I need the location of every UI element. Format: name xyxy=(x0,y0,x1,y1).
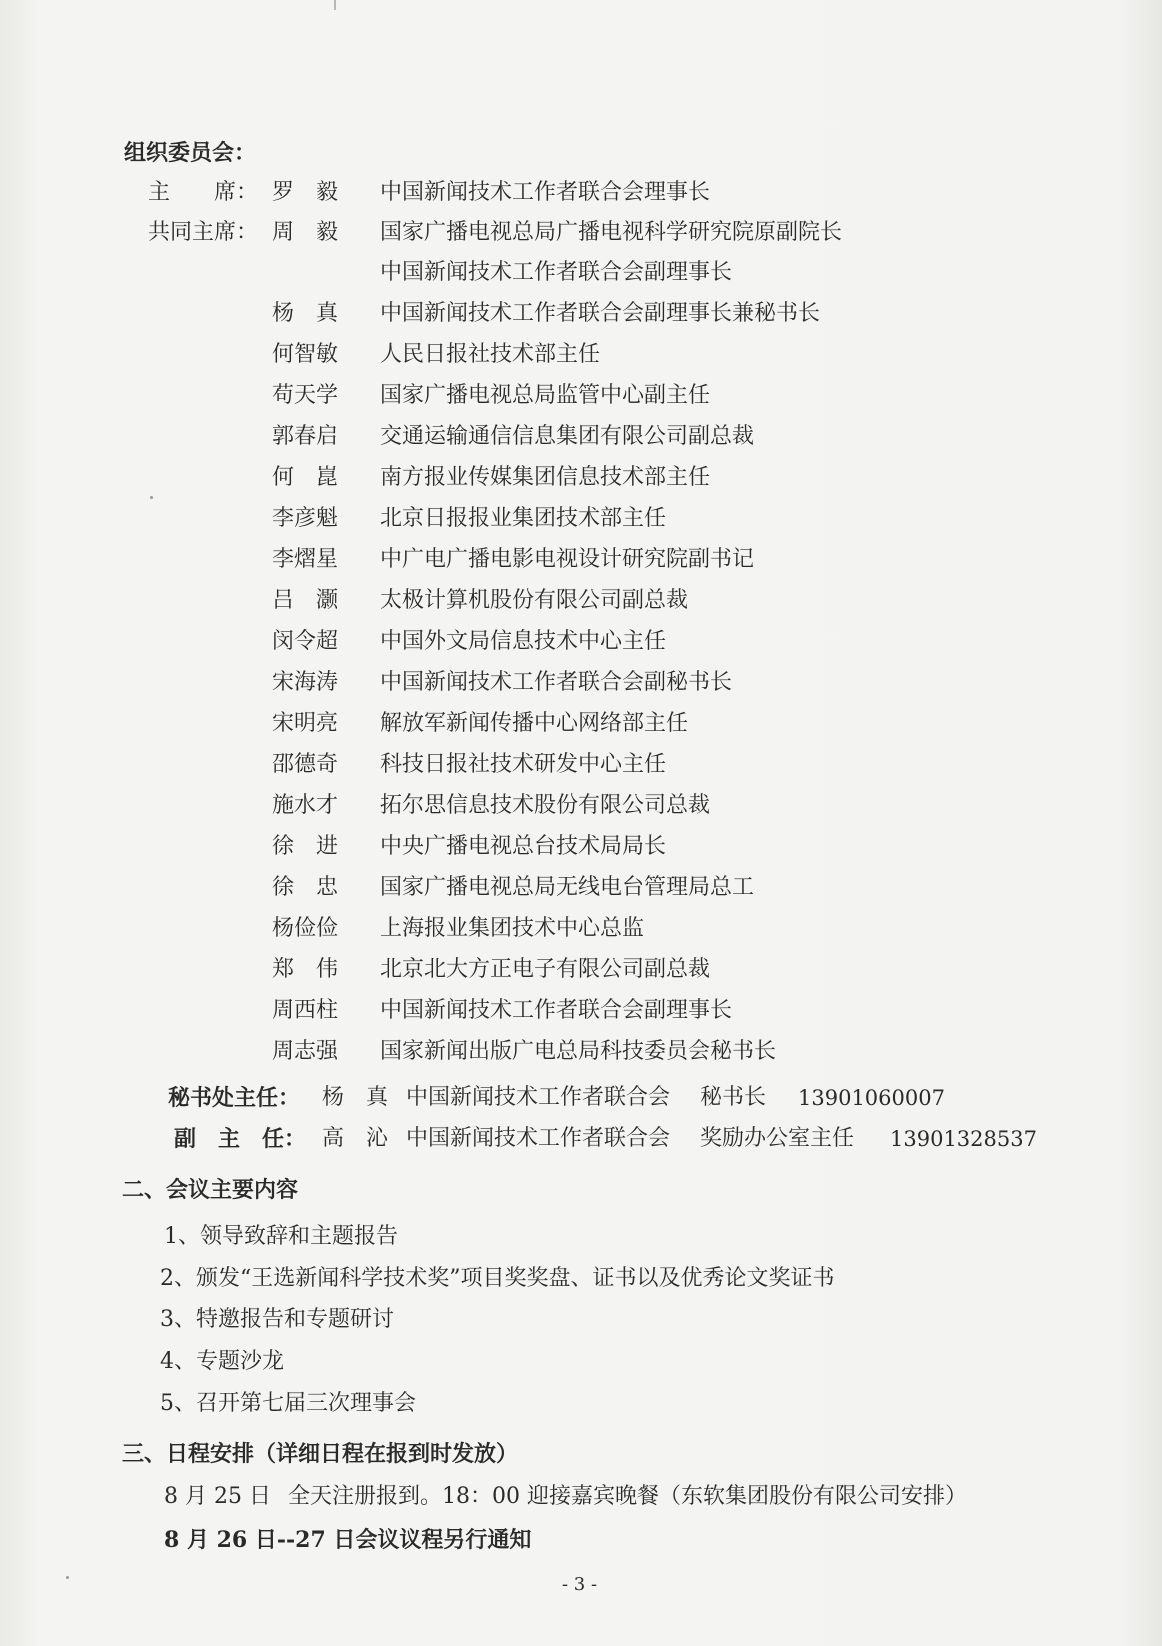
member-title: 科技日报社技术研发中心主任 xyxy=(380,752,667,777)
member-name: 何智敏 xyxy=(272,342,339,367)
scan-speck xyxy=(66,1576,69,1579)
member-name: 吕 灏 xyxy=(272,588,339,613)
member-title: 解放军新闻传播中心网络部主任 xyxy=(380,711,689,736)
section2-item: 2、颁发“王选新闻科学技术奖”项目奖奖盘、证书以及优秀论文奖证书 xyxy=(160,1266,835,1291)
section2-item: 3、特邀报告和专题研讨 xyxy=(160,1307,394,1332)
member-name: 苟天学 xyxy=(272,383,339,408)
member-title: 北京北大方正电子有限公司副总裁 xyxy=(380,957,711,982)
secretariat-deputy-position: 奖励办公室主任 xyxy=(700,1126,855,1151)
member-title: 国家新闻出版广电总局科技委员会秘书长 xyxy=(380,1039,777,1064)
chair-label: 主 席： xyxy=(148,180,259,205)
member-name: 杨 真 xyxy=(272,301,339,326)
chair-name: 罗 毅 xyxy=(272,180,339,205)
secretariat-director-position: 秘书长 xyxy=(700,1085,767,1110)
secretariat-deputy-phone: 13901328537 xyxy=(890,1127,1037,1151)
member-title: 国家广播电视总局无线电台管理局总工 xyxy=(380,875,755,900)
member-title: 国家广播电视总局监管中心副主任 xyxy=(380,383,711,408)
section2-heading: 二、会议主要内容 xyxy=(122,1177,299,1203)
member-title: 人民日报社技术部主任 xyxy=(380,342,601,367)
co-chair-title-line1: 国家广播电视总局广播电视科学研究院原副院长 xyxy=(380,220,843,245)
secretariat-director-org: 中国新闻技术工作者联合会 xyxy=(406,1085,671,1110)
section2-item: 5、召开第七届三次理事会 xyxy=(160,1391,416,1416)
section2-item: 1、领导致辞和主题报告 xyxy=(164,1224,398,1249)
member-name: 徐 进 xyxy=(272,834,339,859)
member-name: 宋海涛 xyxy=(272,670,339,695)
member-title: 中国新闻技术工作者联合会副秘书长 xyxy=(380,670,733,695)
secretariat-deputy-name: 高 沁 xyxy=(322,1126,389,1151)
member-title: 南方报业传媒集团信息技术部主任 xyxy=(380,465,711,490)
secretariat-director-name: 杨 真 xyxy=(322,1085,389,1110)
schedule-text: 全天注册报到。18：00 迎接嘉宾晚餐（东软集团股份有限公司安排） xyxy=(288,1484,967,1509)
member-name: 郑 伟 xyxy=(272,957,339,982)
co-chair-name: 周 毅 xyxy=(272,220,339,245)
member-title: 中国新闻技术工作者联合会副理事长 xyxy=(380,998,733,1023)
member-name: 徐 忠 xyxy=(272,875,339,900)
member-title: 中广电广播电影电视设计研究院副书记 xyxy=(380,547,755,572)
co-chair-title-line2: 中国新闻技术工作者联合会副理事长 xyxy=(380,260,733,285)
member-title: 拓尔思信息技术股份有限公司总裁 xyxy=(380,793,711,818)
member-name: 周西柱 xyxy=(272,998,339,1023)
member-name: 宋明亮 xyxy=(272,711,339,736)
member-name: 周志强 xyxy=(272,1039,339,1064)
schedule-note: 8 月 26 日--27 日会议议程另行通知 xyxy=(164,1527,532,1553)
secretariat-deputy-org: 中国新闻技术工作者联合会 xyxy=(406,1126,671,1151)
member-title: 中国外文局信息技术中心主任 xyxy=(380,629,667,654)
member-name: 李熠星 xyxy=(272,547,339,572)
member-title: 中央广播电视总台技术局局长 xyxy=(380,834,667,859)
member-name: 闵令超 xyxy=(272,629,339,654)
member-title: 北京日报报业集团技术部主任 xyxy=(380,506,667,531)
committee-heading: 组织委员会： xyxy=(124,140,257,166)
member-name: 杨俭俭 xyxy=(272,916,339,941)
section2-item: 4、专题沙龙 xyxy=(160,1349,284,1374)
secretariat-director-phone: 13901060007 xyxy=(798,1086,945,1110)
scan-speck xyxy=(150,496,153,499)
member-name: 何 崑 xyxy=(272,465,339,490)
member-name: 李彦魁 xyxy=(272,506,339,531)
member-title: 交通运输通信信息集团有限公司副总裁 xyxy=(380,424,755,449)
schedule-date: 8 月 25 日 xyxy=(164,1484,271,1509)
secretariat-director-label: 秘书处主任： xyxy=(168,1085,301,1111)
member-name: 郭春启 xyxy=(272,424,339,449)
member-name: 邵德奇 xyxy=(272,752,339,777)
member-title: 上海报业集团技术中心总监 xyxy=(380,916,645,941)
member-title: 中国新闻技术工作者联合会副理事长兼秘书长 xyxy=(380,301,821,326)
secretariat-deputy-label: 副 主 任： xyxy=(174,1126,307,1152)
member-title: 太极计算机股份有限公司副总裁 xyxy=(380,588,689,613)
chair-title: 中国新闻技术工作者联合会理事长 xyxy=(380,180,711,205)
scan-edge-mark xyxy=(334,0,336,10)
page-number: - 3 - xyxy=(562,1574,598,1595)
member-name: 施水才 xyxy=(272,793,339,818)
section3-heading: 三、日程安排（详细日程在报到时发放） xyxy=(122,1441,519,1467)
co-chair-label: 共同主席： xyxy=(148,220,259,245)
